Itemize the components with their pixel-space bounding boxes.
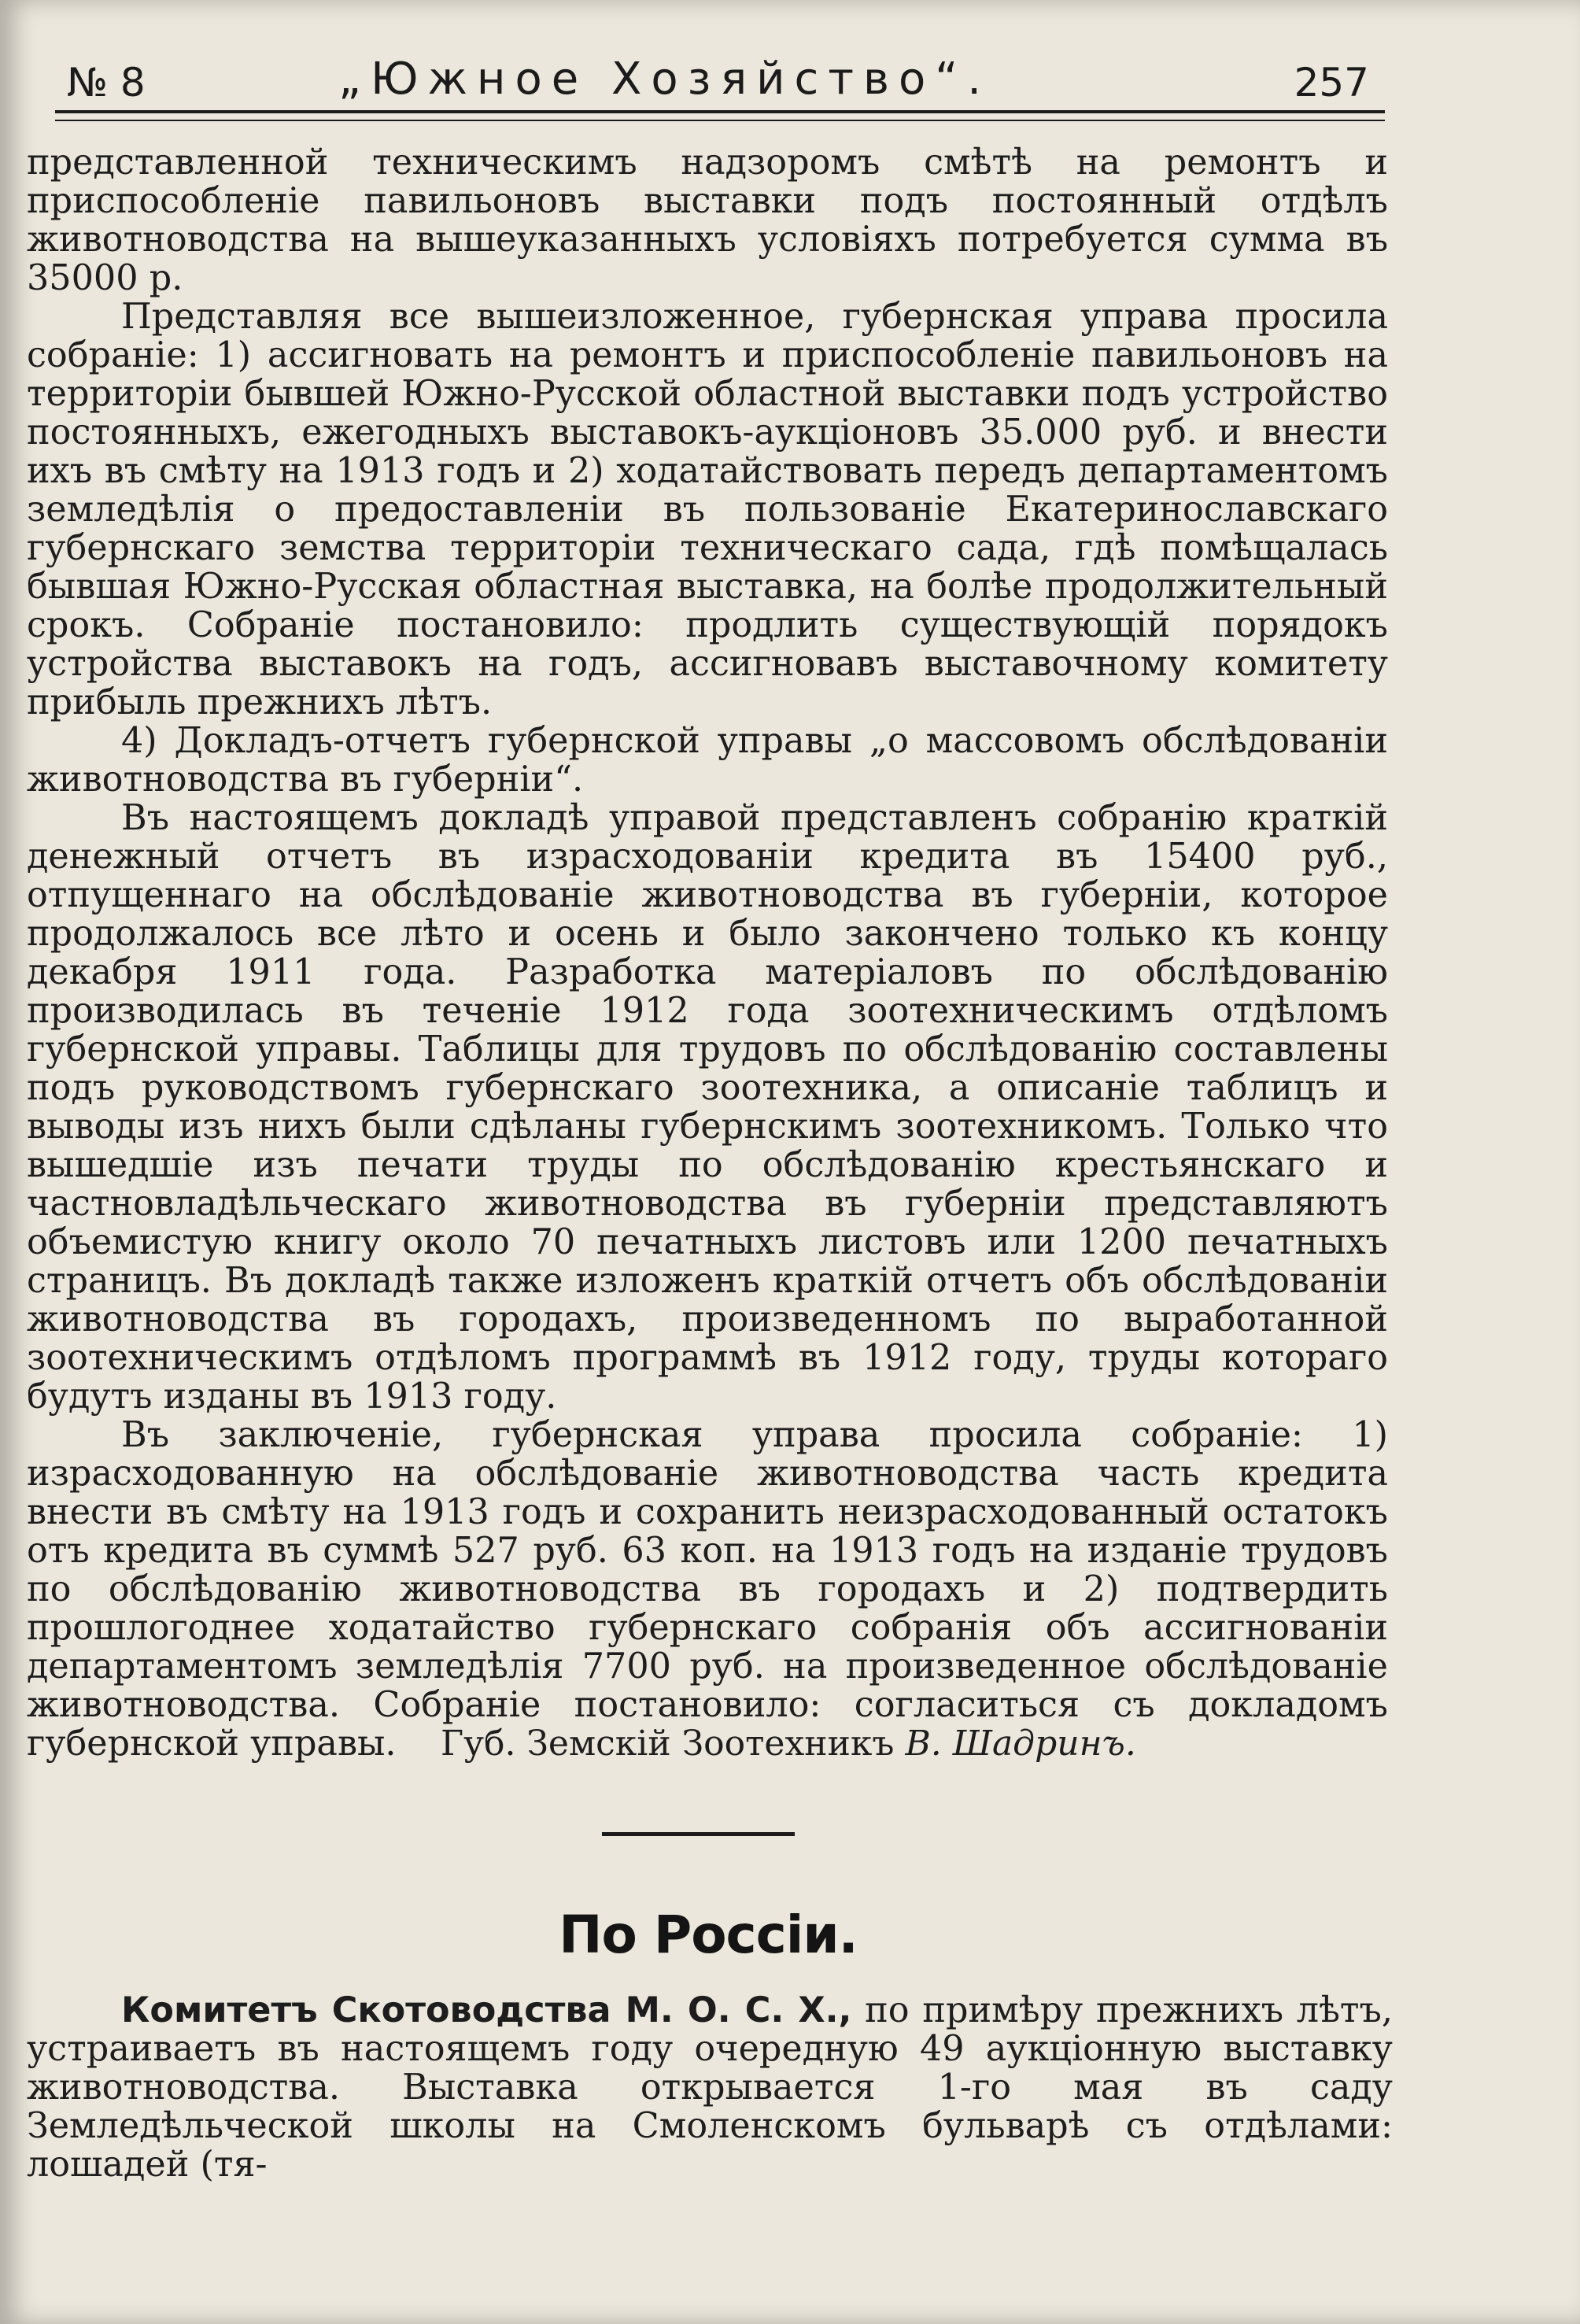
article-body bbox=[27, 143, 1388, 1763]
section-divider bbox=[602, 1832, 795, 1836]
paragraph: Представляя все вышеизложенное, губернская управа просила собраніе: 1) ассигновать на ремонтъ и приспособленіе павильоновъ на территоріи бывшей Южно-Русской областной выставки подъ устройство постоянныхъ, ежегодныхъ выставокъ-аукціоновъ 35.000 руб. и внести ихъ въ смѣту на 1913 годъ и 2) ходатайствовать передъ департаментомъ земледѣлія о предоставленіи въ пользованіе Екатеринославскаго губернскаго земства территоріи техническаго сада, гдѣ помѣщалась бывшая Южно-Русская областная выставка, на болѣе продолжительный срокъ. Собраніе постановило: продлить существующій порядокъ устройства выставокъ на годъ, ассигновавъ выставочному комитету прибыль прежнихъ лѣтъ. bbox=[27, 297, 1388, 722]
author-signature bbox=[441, 1724, 1464, 1764]
header-rule-thick bbox=[55, 110, 1385, 113]
issue-number: № 8 bbox=[67, 60, 146, 105]
paragraph-text: по примѣру прежнихъ лѣтъ, устраиваетъ въ настоящемъ году очередную 49 аукціонную выставку животноводства. Выставка открывается 1-го мая въ саду Земледѣльческой школы на Смоленскомъ бульварѣ съ отдѣлами: лошадей (тя- bbox=[27, 1990, 1393, 2185]
paragraph: Въ заключеніе, губернская управа просила собраніе: 1) израсходованную на обслѣдованіе животноводства часть кредита внести въ смѣту на 1913 годъ и сохранить неизрасходованный остатокъ отъ кредита въ суммѣ 527 руб. 63 коп. на 1913 годъ на изданіе трудовъ по обслѣдованію животноводства въ городахъ и 2) подтвердить прошлогоднее ходатайство губернскаго собранія объ ассигнованіи департаментомъ земледѣлія 7700 руб. на произведенное обслѣдованіе животноводства. Собраніе постановило: согласиться съ докладомъ губернской управы. bbox=[27, 1415, 1388, 1764]
lead-in: Комитетъ Скотоводства М. О. С. Х., bbox=[121, 1990, 852, 2030]
running-header bbox=[55, 54, 1385, 116]
paragraph bbox=[27, 1991, 1393, 2184]
page-number: 257 bbox=[1294, 60, 1369, 105]
section-body bbox=[27, 1991, 1393, 2184]
section-heading: По Россіи. bbox=[559, 1905, 858, 1965]
header-rule-thin bbox=[55, 120, 1385, 121]
paragraph: представленной техническимъ надзоромъ смѣтѣ на ремонтъ и приспособленіе павильоновъ выставки подъ постоянный отдѣлъ животноводства на вышеуказанныхъ условіяхъ потребуется сумма въ 35000 р. bbox=[27, 142, 1388, 298]
author-title: Губ. Земскій Зоотехникъ bbox=[441, 1724, 895, 1764]
author-name: В. Шадринъ. bbox=[905, 1724, 1136, 1764]
paragraph: Въ настоящемъ докладѣ управой представленъ собранію краткій денежный отчетъ въ израсходованіи кредита въ 15400 руб., отпущеннаго на обслѣдованіе животноводства въ губерніи, которое продолжалось все лѣто и осень и было закончено только къ концу декабря 1911 года. Разработка матеріаловъ по обслѣдованію производилась въ теченіе 1912 года зоотехническимъ отдѣломъ губернской управы. Таблицы для трудовъ по обслѣдованію составлены подъ руководствомъ губернскаго зоотехника, а описаніе таблицъ и выводы изъ нихъ были сдѣланы губернскимъ зоотехникомъ. Только что вышедшіе изъ печати труды по обслѣдованію крестьянскаго и частновладѣльческаго животноводства въ губерніи представляютъ объемистую книгу около 70 печатныхъ листовъ или 1200 печатныхъ страницъ. Въ докладѣ также изложенъ краткій отчетъ объ обслѣдованіи животноводства въ городахъ, произведенномъ по выработанной зоотехническимъ отдѣломъ программѣ въ 1912 году, труды котораго будутъ изданы въ 1913 году. bbox=[27, 798, 1388, 1417]
journal-title: „Южное Хозяйство“. bbox=[338, 54, 991, 105]
paragraph: 4) Докладъ-отчетъ губернской управы „о массовомъ обслѣдованіи животноводства въ губерніи“. bbox=[27, 721, 1388, 800]
